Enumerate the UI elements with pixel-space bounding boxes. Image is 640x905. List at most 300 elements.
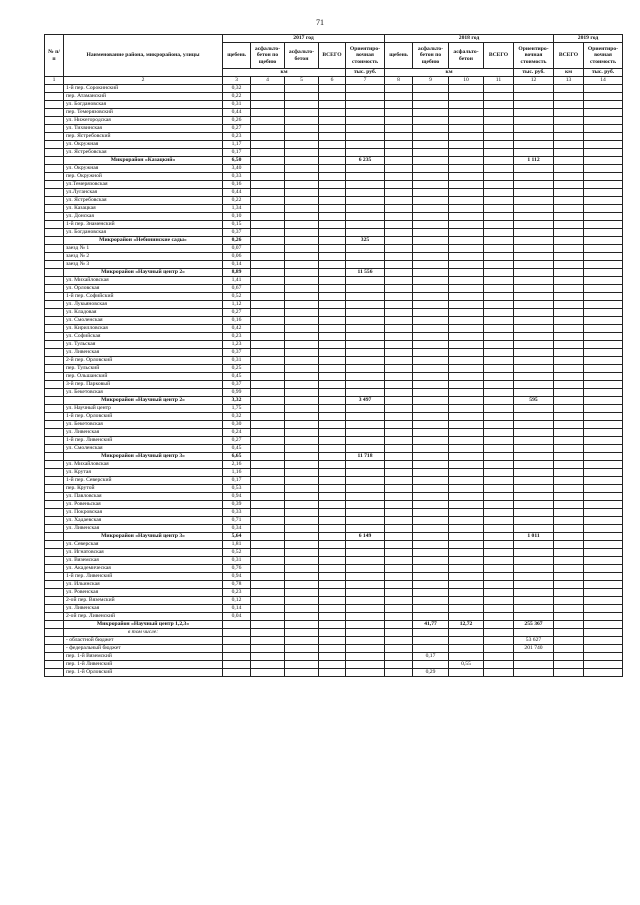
- value-cell-c5: [285, 565, 319, 573]
- value-cell-c11: [484, 581, 514, 589]
- value-cell-c13: [554, 285, 584, 293]
- value-cell-c4: [251, 309, 285, 317]
- value-cell-c8: [385, 485, 413, 493]
- value-cell-c9: [413, 341, 449, 349]
- value-cell-c14: [584, 661, 623, 669]
- value-cell-c3: 0,06: [223, 253, 251, 261]
- value-cell-c13: [554, 293, 584, 301]
- value-cell-c5: [285, 189, 319, 197]
- table-row: [45, 573, 623, 581]
- table-row: [45, 293, 623, 301]
- table-row: [45, 485, 623, 493]
- value-cell-c13: [554, 589, 584, 597]
- value-cell-c4: [251, 93, 285, 101]
- value-cell-c14: [584, 405, 623, 413]
- table-row: [45, 253, 623, 261]
- value-cell-c13: [554, 605, 584, 613]
- value-cell-c10: [449, 557, 484, 565]
- value-cell-c8: [385, 605, 413, 613]
- value-cell-c8: [385, 429, 413, 437]
- row-number-cell: [45, 325, 64, 333]
- value-cell-c3: 0,15: [223, 221, 251, 229]
- value-cell-c9: [413, 493, 449, 501]
- microdistrict-row: [45, 157, 623, 165]
- value-cell-c3: 0,71: [223, 517, 251, 525]
- value-cell-c12: [514, 245, 554, 253]
- value-cell-c10: [449, 565, 484, 573]
- value-cell-c11: [484, 349, 514, 357]
- value-cell-c11: [484, 589, 514, 597]
- value-cell-c6: [319, 413, 346, 421]
- value-cell-c3: 0,45: [223, 373, 251, 381]
- value-cell-c9: [413, 485, 449, 493]
- value-cell-c11: [484, 413, 514, 421]
- value-cell-c3: 0,39: [223, 501, 251, 509]
- value-cell-c6: [319, 269, 346, 277]
- table-row: [45, 117, 623, 125]
- value-cell-c9: [413, 501, 449, 509]
- value-cell-c12: [514, 117, 554, 125]
- value-cell-c3: [223, 653, 251, 661]
- row-name-cell: Микрорайон «Научный центр 2»: [64, 397, 223, 405]
- cost-2018-header: Ориентиро-вочная стоимость: [514, 43, 554, 69]
- value-cell-c7: [346, 189, 385, 197]
- value-cell-c13: [554, 621, 584, 629]
- value-cell-c10: [449, 341, 484, 349]
- value-cell-c6: [319, 285, 346, 293]
- value-cell-c4: [251, 597, 285, 605]
- value-cell-c12: 1 011: [514, 533, 554, 541]
- value-cell-c8: [385, 469, 413, 477]
- value-cell-c10: [449, 389, 484, 397]
- value-cell-c10: [449, 237, 484, 245]
- row-name-cell: заезд № 1: [64, 245, 223, 253]
- table-row: [45, 373, 623, 381]
- value-cell-c5: [285, 597, 319, 605]
- value-cell-c13: [554, 373, 584, 381]
- table-row: [45, 565, 623, 573]
- row-name-cell: 1-й пер. Орловский: [64, 413, 223, 421]
- value-cell-c3: 0,14: [223, 605, 251, 613]
- value-cell-c7: 6 149: [346, 533, 385, 541]
- value-cell-c5: [285, 213, 319, 221]
- value-cell-c9: [413, 173, 449, 181]
- value-cell-c9: [413, 165, 449, 173]
- value-cell-c8: [385, 461, 413, 469]
- value-cell-c4: [251, 549, 285, 557]
- row-name-cell: Микрорайон «Научный центр 2»: [64, 269, 223, 277]
- value-cell-c8: [385, 149, 413, 157]
- value-cell-c13: [554, 117, 584, 125]
- value-cell-c13: [554, 253, 584, 261]
- value-cell-c11: [484, 597, 514, 605]
- value-cell-c14: [584, 413, 623, 421]
- value-cell-c3: 0,16: [223, 181, 251, 189]
- value-cell-c12: [514, 445, 554, 453]
- value-cell-c8: [385, 101, 413, 109]
- value-cell-c5: [285, 589, 319, 597]
- row-number-cell: [45, 533, 64, 541]
- value-cell-c5: [285, 661, 319, 669]
- value-cell-c14: [584, 213, 623, 221]
- value-cell-c14: [584, 221, 623, 229]
- value-cell-c5: [285, 437, 319, 445]
- row-name-cell: ул. Покровская: [64, 509, 223, 517]
- row-name-cell: ул.Темерязовская: [64, 181, 223, 189]
- value-cell-c14: [584, 149, 623, 157]
- value-cell-c11: [484, 181, 514, 189]
- value-cell-c10: [449, 453, 484, 461]
- value-cell-c13: [554, 485, 584, 493]
- value-cell-c4: [251, 213, 285, 221]
- value-cell-c9: [413, 317, 449, 325]
- value-cell-c6: [319, 277, 346, 285]
- value-cell-c12: [514, 85, 554, 93]
- value-cell-c14: [584, 325, 623, 333]
- value-cell-c14: [584, 525, 623, 533]
- row-name-cell: ул. Кирилловская: [64, 325, 223, 333]
- value-cell-c4: [251, 493, 285, 501]
- value-cell-c12: 53 627: [514, 637, 554, 645]
- column-index: 4: [251, 77, 285, 85]
- value-cell-c5: [285, 285, 319, 293]
- value-cell-c10: [449, 213, 484, 221]
- value-cell-c12: [514, 565, 554, 573]
- value-cell-c8: [385, 541, 413, 549]
- value-cell-c7: 11 556: [346, 269, 385, 277]
- value-cell-c5: [285, 629, 319, 637]
- value-cell-c8: [385, 661, 413, 669]
- value-cell-c7: [346, 197, 385, 205]
- value-cell-c9: [413, 437, 449, 445]
- value-cell-c8: [385, 637, 413, 645]
- value-cell-c11: [484, 453, 514, 461]
- value-cell-c13: [554, 165, 584, 173]
- value-cell-c12: [514, 189, 554, 197]
- value-cell-c5: [285, 309, 319, 317]
- value-cell-c7: [346, 581, 385, 589]
- value-cell-c11: [484, 469, 514, 477]
- row-name-cell: Микрорайон «Научный центр 3»: [64, 533, 223, 541]
- value-cell-c9: [413, 613, 449, 621]
- value-cell-c6: [319, 661, 346, 669]
- row-number-cell: [45, 245, 64, 253]
- value-cell-c7: [346, 93, 385, 101]
- value-cell-c13: [554, 509, 584, 517]
- value-cell-c4: [251, 189, 285, 197]
- value-cell-c4: [251, 221, 285, 229]
- row-name-cell: ул. Софийская: [64, 333, 223, 341]
- value-cell-c7: [346, 293, 385, 301]
- row-number-cell: [45, 669, 64, 677]
- value-cell-c10: [449, 533, 484, 541]
- value-cell-c8: [385, 133, 413, 141]
- row-name-cell: пер. Крутой: [64, 485, 223, 493]
- table-row: [45, 477, 623, 485]
- value-cell-c6: [319, 165, 346, 173]
- value-cell-c4: [251, 181, 285, 189]
- value-cell-c6: [319, 157, 346, 165]
- microdistrict-row: [45, 269, 623, 277]
- value-cell-c11: [484, 637, 514, 645]
- table-row: [45, 149, 623, 157]
- value-cell-c9: [413, 325, 449, 333]
- asphalt-gravel-2018-header: асфальто-бетон по щебню: [413, 43, 449, 69]
- value-cell-c4: [251, 605, 285, 613]
- value-cell-c8: [385, 549, 413, 557]
- value-cell-c14: [584, 165, 623, 173]
- row-number-cell: [45, 205, 64, 213]
- value-cell-c13: [554, 517, 584, 525]
- value-cell-c4: [251, 285, 285, 293]
- value-cell-c10: [449, 277, 484, 285]
- row-number-cell: [45, 365, 64, 373]
- value-cell-c12: [514, 149, 554, 157]
- value-cell-c14: [584, 549, 623, 557]
- value-cell-c9: [413, 389, 449, 397]
- value-cell-c12: [514, 109, 554, 117]
- value-cell-c9: [413, 197, 449, 205]
- row-number-cell: [45, 221, 64, 229]
- value-cell-c14: [584, 565, 623, 573]
- value-cell-c7: [346, 245, 385, 253]
- value-cell-c6: [319, 589, 346, 597]
- value-cell-c12: [514, 317, 554, 325]
- value-cell-c4: [251, 477, 285, 485]
- value-cell-c10: [449, 221, 484, 229]
- value-cell-c4: [251, 173, 285, 181]
- value-cell-c3: 0,23: [223, 589, 251, 597]
- value-cell-c8: [385, 309, 413, 317]
- value-cell-c5: [285, 229, 319, 237]
- value-cell-c9: [413, 525, 449, 533]
- row-name-cell: пер. 1-й Орловский: [64, 669, 223, 677]
- value-cell-c14: [584, 101, 623, 109]
- value-cell-c10: [449, 301, 484, 309]
- value-cell-c11: [484, 373, 514, 381]
- value-cell-c4: [251, 141, 285, 149]
- row-number-cell: [45, 645, 64, 653]
- value-cell-c13: [554, 269, 584, 277]
- value-cell-c11: [484, 629, 514, 637]
- value-cell-c4: [251, 565, 285, 573]
- value-cell-c3: [223, 621, 251, 629]
- value-cell-c12: [514, 661, 554, 669]
- value-cell-c8: [385, 509, 413, 517]
- table-row: [45, 429, 623, 437]
- value-cell-c9: [413, 429, 449, 437]
- value-cell-c10: [449, 253, 484, 261]
- value-cell-c4: [251, 525, 285, 533]
- value-cell-c9: [413, 517, 449, 525]
- value-cell-c6: [319, 261, 346, 269]
- value-cell-c12: [514, 333, 554, 341]
- value-cell-c3: 0,37: [223, 349, 251, 357]
- value-cell-c6: [319, 189, 346, 197]
- table-row: [45, 221, 623, 229]
- value-cell-c5: [285, 125, 319, 133]
- value-cell-c3: 0,31: [223, 357, 251, 365]
- value-cell-c8: [385, 357, 413, 365]
- value-cell-c4: [251, 669, 285, 677]
- value-cell-c13: [554, 637, 584, 645]
- value-cell-c5: [285, 469, 319, 477]
- value-cell-c6: [319, 621, 346, 629]
- value-cell-c13: [554, 581, 584, 589]
- table-row: [45, 365, 623, 373]
- value-cell-c3: 0,23: [223, 133, 251, 141]
- value-cell-c13: [554, 389, 584, 397]
- row-number-cell: [45, 149, 64, 157]
- value-cell-c7: [346, 421, 385, 429]
- value-cell-c10: 12,72: [449, 621, 484, 629]
- value-cell-c9: [413, 149, 449, 157]
- value-cell-c7: [346, 285, 385, 293]
- value-cell-c3: 0,32: [223, 85, 251, 93]
- value-cell-c4: [251, 365, 285, 373]
- value-cell-c4: [251, 317, 285, 325]
- value-cell-c5: [285, 557, 319, 565]
- value-cell-c3: 0,17: [223, 149, 251, 157]
- table-row: [45, 165, 623, 173]
- value-cell-c12: [514, 421, 554, 429]
- table-row: [45, 517, 623, 525]
- value-cell-c8: [385, 413, 413, 421]
- table-row: [45, 637, 623, 645]
- value-cell-c14: [584, 629, 623, 637]
- table-row: [45, 133, 623, 141]
- value-cell-c12: [514, 301, 554, 309]
- value-cell-c4: [251, 453, 285, 461]
- value-cell-c3: 0,27: [223, 125, 251, 133]
- value-cell-c3: 0,26: [223, 117, 251, 125]
- value-cell-c3: [223, 661, 251, 669]
- value-cell-c9: [413, 637, 449, 645]
- value-cell-c6: [319, 365, 346, 373]
- value-cell-c10: [449, 349, 484, 357]
- value-cell-c13: [554, 669, 584, 677]
- value-cell-c11: [484, 325, 514, 333]
- value-cell-c13: [554, 477, 584, 485]
- value-cell-c10: [449, 165, 484, 173]
- value-cell-c12: [514, 581, 554, 589]
- value-cell-c7: [346, 517, 385, 525]
- value-cell-c9: [413, 309, 449, 317]
- value-cell-c3: 0,25: [223, 365, 251, 373]
- value-cell-c10: [449, 525, 484, 533]
- row-name-cell: ул. Северская: [64, 541, 223, 549]
- row-name-cell: ул. Бекетовская: [64, 389, 223, 397]
- value-cell-c13: [554, 149, 584, 157]
- microdistrict-row: [45, 397, 623, 405]
- table-row: [45, 581, 623, 589]
- value-cell-c10: [449, 437, 484, 445]
- value-cell-c14: [584, 125, 623, 133]
- value-cell-c3: 0,22: [223, 93, 251, 101]
- row-name-cell: - областной бюджет: [64, 637, 223, 645]
- value-cell-c7: [346, 573, 385, 581]
- value-cell-c6: [319, 205, 346, 213]
- column-index: 13: [554, 77, 584, 85]
- value-cell-c3: 0,34: [223, 525, 251, 533]
- value-cell-c10: [449, 285, 484, 293]
- value-cell-c7: [346, 341, 385, 349]
- value-cell-c12: [514, 125, 554, 133]
- value-cell-c5: [285, 93, 319, 101]
- row-number-cell: [45, 93, 64, 101]
- value-cell-c7: [346, 173, 385, 181]
- value-cell-c9: [413, 189, 449, 197]
- row-name-cell: 2-ой пер. Вяземский: [64, 597, 223, 605]
- value-cell-c13: [554, 333, 584, 341]
- value-cell-c5: [285, 173, 319, 181]
- value-cell-c11: [484, 549, 514, 557]
- value-cell-c10: [449, 157, 484, 165]
- table-row: [45, 333, 623, 341]
- row-number-cell: [45, 293, 64, 301]
- value-cell-c5: [285, 397, 319, 405]
- value-cell-c9: [413, 85, 449, 93]
- value-cell-c4: [251, 197, 285, 205]
- value-cell-c11: [484, 517, 514, 525]
- value-cell-c13: [554, 357, 584, 365]
- value-cell-c4: [251, 557, 285, 565]
- value-cell-c12: [514, 269, 554, 277]
- value-cell-c5: [285, 109, 319, 117]
- row-number-cell: [45, 101, 64, 109]
- value-cell-c13: [554, 397, 584, 405]
- value-cell-c14: [584, 237, 623, 245]
- value-cell-c11: [484, 573, 514, 581]
- value-cell-c11: [484, 501, 514, 509]
- value-cell-c3: 0,22: [223, 197, 251, 205]
- row-name-cell: ул. Богдановская: [64, 229, 223, 237]
- value-cell-c11: [484, 197, 514, 205]
- value-cell-c4: [251, 109, 285, 117]
- value-cell-c5: [285, 341, 319, 349]
- value-cell-c14: [584, 557, 623, 565]
- value-cell-c10: [449, 645, 484, 653]
- value-cell-c3: 8,89: [223, 269, 251, 277]
- value-cell-c3: 0,37: [223, 381, 251, 389]
- value-cell-c7: [346, 253, 385, 261]
- value-cell-c11: [484, 485, 514, 493]
- value-cell-c7: [346, 141, 385, 149]
- value-cell-c9: [413, 597, 449, 605]
- value-cell-c5: [285, 621, 319, 629]
- value-cell-c14: [584, 373, 623, 381]
- row-number-cell: [45, 181, 64, 189]
- value-cell-c14: [584, 261, 623, 269]
- value-cell-c7: [346, 645, 385, 653]
- value-cell-c6: [319, 181, 346, 189]
- value-cell-c6: [319, 117, 346, 125]
- value-cell-c3: [223, 645, 251, 653]
- value-cell-c5: [285, 221, 319, 229]
- value-cell-c13: [554, 245, 584, 253]
- value-cell-c6: [319, 253, 346, 261]
- value-cell-c12: [514, 653, 554, 661]
- value-cell-c8: [385, 493, 413, 501]
- cost-2019-header: Ориентиро-вочная стоимость: [584, 43, 623, 69]
- value-cell-c14: [584, 157, 623, 165]
- value-cell-c8: [385, 93, 413, 101]
- value-cell-c14: [584, 493, 623, 501]
- value-cell-c14: [584, 109, 623, 117]
- row-number-cell: [45, 341, 64, 349]
- value-cell-c7: [346, 149, 385, 157]
- value-cell-c11: [484, 461, 514, 469]
